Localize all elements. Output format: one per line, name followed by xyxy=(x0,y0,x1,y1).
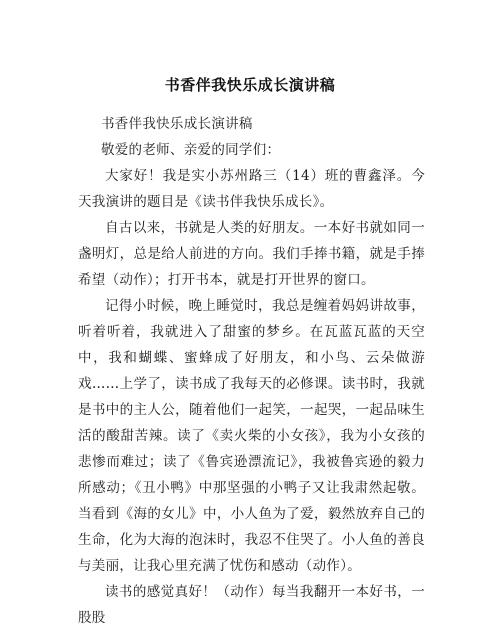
paragraph-books-friends: 自古以来，书就是人类的好朋友。一本好书就如同一盏明灯，总是给人前进的方向。我们手捧书籍，就是手捧希望（动作）；打开书本，就是打开世界的窗口。 xyxy=(78,220,425,288)
paragraph-greeting: 敬爱的老师、亲爱的同学们： xyxy=(100,142,281,158)
document-body xyxy=(78,111,425,631)
paragraph-subtitle: 书香伴我快乐成长演讲稿 xyxy=(100,116,253,132)
paragraph-childhood-reading: 记得小时候，晚上睡觉时，我总是缠着妈妈讲故事，听着听着，我就进入了甜蜜的梦乡。在瓦蓝瓦蓝的天空中，我和蝴蝶、蜜蜂成了好朋友，和小鸟、云朵做游戏……上学了，读书成了我每天的必修课。读书时，我就是书中的主人公，随着他们一起笑，一起哭，一起品味生活的酸甜苦辣。读了《卖火柴的小女孩》，我为小女孩的悲惨而难过；读了《鲁宾逊漂流记》，我被鲁宾逊的毅力所感动；《丑小鸭》中那坚强的小鸭子又让我肃然起敬。当看到《海的女儿》中，小人鱼为了爱，毅然放弃自己的生命，化为大海的泡沫时，我忍不住哭了。小人鱼的善良与美丽，让我心里充满了忧伤和感动（动作）。 xyxy=(78,298,425,574)
paragraph-introduction: 大家好！我是实小苏州路三（14）班的曹鑫泽。今天我演讲的题目是《读书伴我快乐成长》。 xyxy=(78,168,425,210)
document-title: 书香伴我快乐成长演讲稿 xyxy=(164,76,336,94)
paragraph-reading-feeling: 读书的感觉真好！（动作）每当我翻开一本好书，一股股 xyxy=(78,584,425,626)
